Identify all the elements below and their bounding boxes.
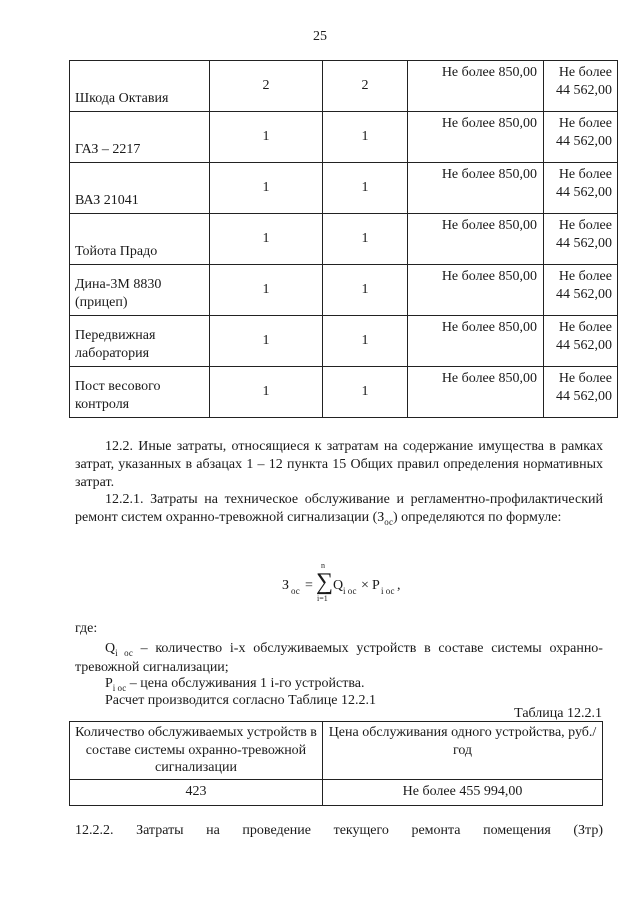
security-table: [69, 721, 603, 806]
vehicle-price-1: Не более 850,00: [408, 367, 544, 418]
vehicle-price-2-line2: 44 562,00: [556, 83, 612, 99]
formula-sigma: ∑: [316, 569, 334, 595]
vehicle-qty-1: 1: [210, 316, 323, 367]
vehicle-price-2: [544, 214, 618, 265]
vehicle-price-2-line1: Не более: [558, 116, 612, 131]
vehicle-price-2-line2: 44 562,00: [556, 236, 612, 252]
vehicle-name: Дина-3М 8830 (прицеп): [70, 265, 210, 316]
vehicle-qty-2: 1: [323, 316, 408, 367]
vehicle-name: Пост весового контроля: [70, 367, 210, 418]
vehicle-price-1: Не более 850,00: [408, 214, 544, 265]
calc-note: Расчет производится согласно Таблице 12.2.1: [105, 693, 377, 708]
vehicle-price-2-line1: Не более: [558, 320, 612, 335]
table-row: [70, 367, 618, 418]
vehicle-price-1: Не более 850,00: [408, 61, 544, 112]
page-number: 25: [313, 29, 327, 44]
vehicle-qty-2: 1: [323, 265, 408, 316]
vehicle-qty-1: 1: [210, 163, 323, 214]
table-row: [70, 316, 618, 367]
vehicle-name: Шкода Октавия: [70, 61, 210, 112]
vehicle-qty-1: 1: [210, 112, 323, 163]
vehicle-qty-1: 2: [210, 61, 323, 112]
table-row: [70, 112, 618, 163]
table-row: [70, 214, 618, 265]
formula-p-sub: i ос: [381, 586, 395, 596]
p-def-symbol: P: [105, 676, 113, 691]
vehicle-name: ВАЗ 21041: [70, 163, 210, 214]
p-def-text: – цена обслуживания 1 i-го устройства.: [126, 676, 365, 691]
vehicle-price-2: [544, 61, 618, 112]
formula-q: Q: [333, 578, 344, 593]
vehicle-price-2-line2: 44 562,00: [556, 389, 612, 405]
security-table-header-row: [70, 722, 603, 780]
vehicle-price-2: [544, 316, 618, 367]
formula-lower: i=1: [317, 594, 328, 603]
vehicle-price-1: Не более 850,00: [408, 265, 544, 316]
vehicle-price-2-line1: Не более: [558, 269, 612, 284]
formula-p: P: [372, 578, 380, 593]
table-row: [70, 61, 618, 112]
paragraph-12-2-1-sub: ос: [384, 516, 394, 527]
vehicle-price-2-line2: 44 562,00: [556, 287, 612, 303]
vehicle-price-2: [544, 163, 618, 214]
table-row: [70, 163, 618, 214]
vehicle-name: ГАЗ – 2217: [70, 112, 210, 163]
vehicle-price-2: [544, 367, 618, 418]
table-caption: Таблица 12.2.1: [514, 706, 602, 721]
vehicle-qty-2: 1: [323, 214, 408, 265]
formula-times: ×: [361, 578, 369, 593]
vehicle-qty-1: 1: [210, 214, 323, 265]
p-def-sub: i ос: [112, 682, 127, 693]
q-def-symbol: Q: [105, 641, 116, 656]
vehicle-qty-2: 1: [323, 367, 408, 418]
vehicle-name: Передвижная лаборатория: [70, 316, 210, 367]
formula-q-sub: i ос: [343, 586, 357, 596]
paragraph-12-2-1-text: 12.2.1. Затраты на техническое обслуживание и регламентно-профилактический ремонт систем охранно-тревожной сигнализации (З: [75, 492, 603, 526]
security-header-count: Количество обслуживаемых устройств в составе системы охранно-тревожной сигнализации: [70, 722, 323, 780]
vehicle-qty-2: 1: [323, 163, 408, 214]
security-value-count: 423: [70, 779, 323, 805]
vehicle-price-2-line1: Не более: [558, 167, 612, 182]
vehicle-price-1: Не более 850,00: [408, 112, 544, 163]
paragraph-12-2-1-end: ) определяются по формуле:: [393, 510, 562, 526]
formula-lhs-sub: ос: [291, 586, 300, 596]
paragraph-12-2-2: 12.2.2. Затраты на проведение текущего ремонта помещения (Зтр): [75, 823, 603, 838]
security-table-value-row: [70, 779, 603, 805]
vehicles-table: [69, 60, 618, 418]
formula-eq: =: [305, 578, 313, 593]
vehicle-price-2-line2: 44 562,00: [556, 185, 612, 201]
vehicle-price-2: [544, 265, 618, 316]
vehicle-qty-1: 1: [210, 265, 323, 316]
vehicle-price-1: Не более 850,00: [408, 163, 544, 214]
vehicle-qty-2: 1: [323, 112, 408, 163]
vehicle-price-2: [544, 112, 618, 163]
vehicle-price-2-line1: Не более: [558, 218, 612, 233]
formula: [0, 560, 640, 610]
vehicle-name: Тойота Прадо: [70, 214, 210, 265]
paragraph-12-2-1: [75, 491, 603, 529]
vehicle-qty-2: 2: [323, 61, 408, 112]
vehicle-price-2-line2: 44 562,00: [556, 338, 612, 354]
vehicle-price-2-line2: 44 562,00: [556, 134, 612, 150]
table-row: [70, 265, 618, 316]
formula-upper: n: [321, 561, 325, 570]
q-def-sub: i ос: [115, 647, 133, 658]
formula-lhs: З: [282, 578, 290, 593]
vehicle-qty-1: 1: [210, 367, 323, 418]
formula-tail: ,: [397, 578, 401, 593]
q-definition: [75, 640, 603, 678]
vehicle-price-1: Не более 850,00: [408, 316, 544, 367]
paragraph-12-2: 12.2. Иные затраты, относящиеся к затратам на содержание имущества в рамках затрат, указанных в абзацах 1 – 12 пункта 15 Общих правил определения нормативных затрат.: [75, 439, 603, 491]
security-header-price: Цена обслуживания одного устройства, руб./год: [323, 722, 603, 780]
where-label: где:: [75, 621, 98, 636]
q-def-text: – количество i-х обслуживаемых устройств в составе системы охранно-тревожной сигнализации;: [75, 641, 603, 676]
vehicle-price-2-line1: Не более: [558, 65, 612, 80]
vehicle-price-2-line1: Не более: [558, 371, 612, 386]
security-value-price: Не более 455 994,00: [323, 779, 603, 805]
